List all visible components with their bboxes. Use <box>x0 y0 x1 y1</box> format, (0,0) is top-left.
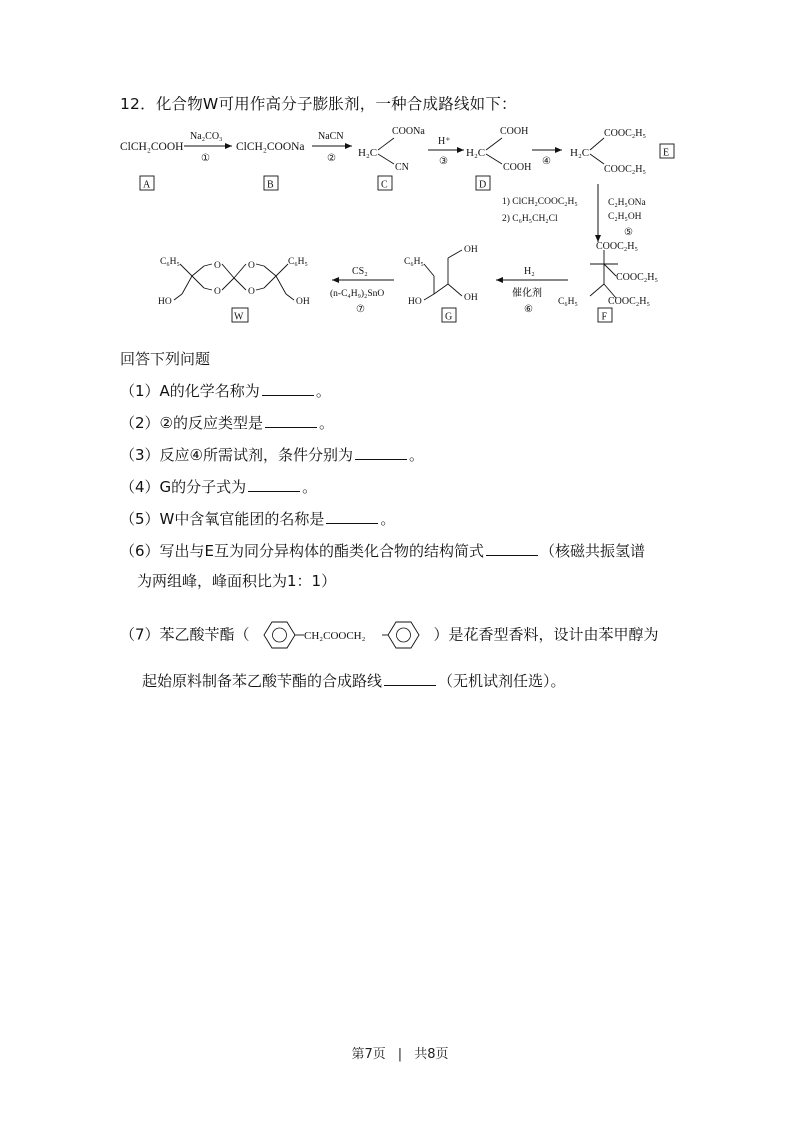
reagent-step-5-c: C₂H₅ONa <box>608 198 646 208</box>
compound-A: ClCH₂COOH <box>120 141 184 153</box>
compound-W-hydroxyl-2: OH <box>296 297 310 307</box>
sub-question-7: （7）苯乙酸苄酯（ CH₂COOCH₂ ）是花香型香料，设计由苯甲醇为 <box>120 616 659 654</box>
sub-question-6: （6）写出与E互为同分异构体的酯类化合物的结构简式 （核磁共振氢谱 <box>120 542 646 560</box>
compound-G-oh-3: HO <box>408 297 422 307</box>
answer-blank[interactable] <box>486 542 538 556</box>
label-B: B <box>267 179 274 191</box>
step-7-number: ⑦ <box>356 304 365 315</box>
reagent-step-7: CS₂ <box>352 266 368 277</box>
label-C: C <box>381 179 388 191</box>
compound-G-oh-1: OH <box>464 245 478 255</box>
label-E: E <box>663 147 670 159</box>
question-stem: 12．化合物W可用作高分子膨胀剂，一种合成路线如下： <box>120 95 517 113</box>
answer-blank[interactable] <box>355 446 407 460</box>
compound-D-bottom: COOH <box>503 162 532 173</box>
compound-E-bottom: COOC₂H₅ <box>604 164 646 175</box>
question-number: 12 <box>120 95 141 113</box>
sub-question-6-continued: 为两组峰，峰面积比为1：1） <box>137 572 337 590</box>
compound-E-top: COOC₂H₅ <box>604 128 646 139</box>
reagent-step-1: Na₂CO₃ <box>190 131 223 142</box>
structure-linker-text: CH₂COOCH₂ <box>303 630 366 642</box>
reagent-step-2: NaCN <box>318 131 344 142</box>
footer-separator: | <box>397 1047 403 1062</box>
compound-W-oxygen-3: O <box>248 261 255 271</box>
compound-F-ester-3: COOC₂H₅ <box>608 296 650 307</box>
reagent-step-3: H⁺ <box>438 136 451 147</box>
compound-W-hydroxyl-1: HO <box>158 297 172 307</box>
label-A: A <box>143 179 151 191</box>
answer-blank[interactable] <box>326 510 378 524</box>
sub-question-2: （2）②的反应类型是 。 <box>120 414 335 432</box>
step-3-number: ③ <box>439 156 448 167</box>
reagent-step-5-a: 1) ClCH₂COOC₂H₅ <box>502 197 578 207</box>
compound-D-top: COOH <box>500 126 529 137</box>
reagent-step-6: H₂ <box>524 266 535 277</box>
sub-question-1: （1）A的化学名称为 。 <box>120 382 331 400</box>
condition-step-7: (n-C₄H₉)₂SnO <box>330 289 385 299</box>
step-6-number: ⑥ <box>524 304 533 315</box>
page-footer <box>0 1043 800 1062</box>
compound-G-oh-2: OH <box>464 293 478 303</box>
compound-W-oxygen-4: O <box>248 287 255 297</box>
synthesis-scheme <box>112 118 692 328</box>
answer-blank[interactable] <box>248 478 300 492</box>
compound-W-oxygen-2: O <box>214 287 221 297</box>
compound-C-bottom: CN <box>395 162 409 173</box>
page-total: 共8页 <box>414 1047 449 1062</box>
compound-C-top: COONa <box>392 126 425 137</box>
compound-F-phenyl: C₆H₅ <box>558 297 578 307</box>
label-D: D <box>479 179 487 191</box>
answer-blank[interactable] <box>262 382 314 396</box>
label-G: G <box>445 311 453 323</box>
step-4-number: ④ <box>542 156 551 167</box>
compound-G-phenyl: C₆H₅ <box>404 257 424 267</box>
compound-F-ester-1: COOC₂H₅ <box>596 241 638 252</box>
compound-D-left: H₂C <box>466 147 486 159</box>
label-F: F <box>601 311 608 323</box>
condition-step-6: 催化剂 <box>512 288 542 299</box>
compound-W-phenyl-1: C₆H₅ <box>160 257 180 267</box>
answer-blank[interactable] <box>265 414 317 428</box>
compound-E-left: H₂C <box>570 147 590 159</box>
compound-W-phenyl-2: C₆H₅ <box>288 257 308 267</box>
label-W: W <box>234 311 244 323</box>
step-5-number: ⑤ <box>624 227 633 238</box>
sub-question-7-continued: 起始原料制备苯乙酸苄酯的合成路线 （无机试剂任选）。 <box>142 672 566 690</box>
reagent-step-5-d: C₂H₅OH <box>608 212 642 222</box>
step-2-number: ② <box>327 153 336 164</box>
compound-F-ester-2: COOC₂H₅ <box>616 272 658 283</box>
answer-intro: 回答下列问题 <box>120 350 211 368</box>
benzyl-phenylacetate-structure <box>252 616 432 654</box>
question-text: 化合物W可用作高分子膨胀剂，一种合成路线如下： <box>155 95 517 113</box>
page-number: 第7页 <box>351 1047 386 1062</box>
compound-W-oxygen-1: O <box>214 261 221 271</box>
sub-question-4: （4）G的分子式为 。 <box>120 478 318 496</box>
sub-question-3: （3）反应④所需试剂，条件分别为 。 <box>120 446 425 464</box>
answer-blank[interactable] <box>384 672 436 686</box>
compound-C-left: H₂C <box>358 147 378 159</box>
sub-question-5: （5）W中含氧官能团的名称是 。 <box>120 510 396 528</box>
reagent-step-5-b: 2) C₆H₅CH₂Cl <box>502 214 558 224</box>
compound-B: ClCH₂COONa <box>236 141 305 153</box>
step-1-number: ① <box>201 153 210 164</box>
